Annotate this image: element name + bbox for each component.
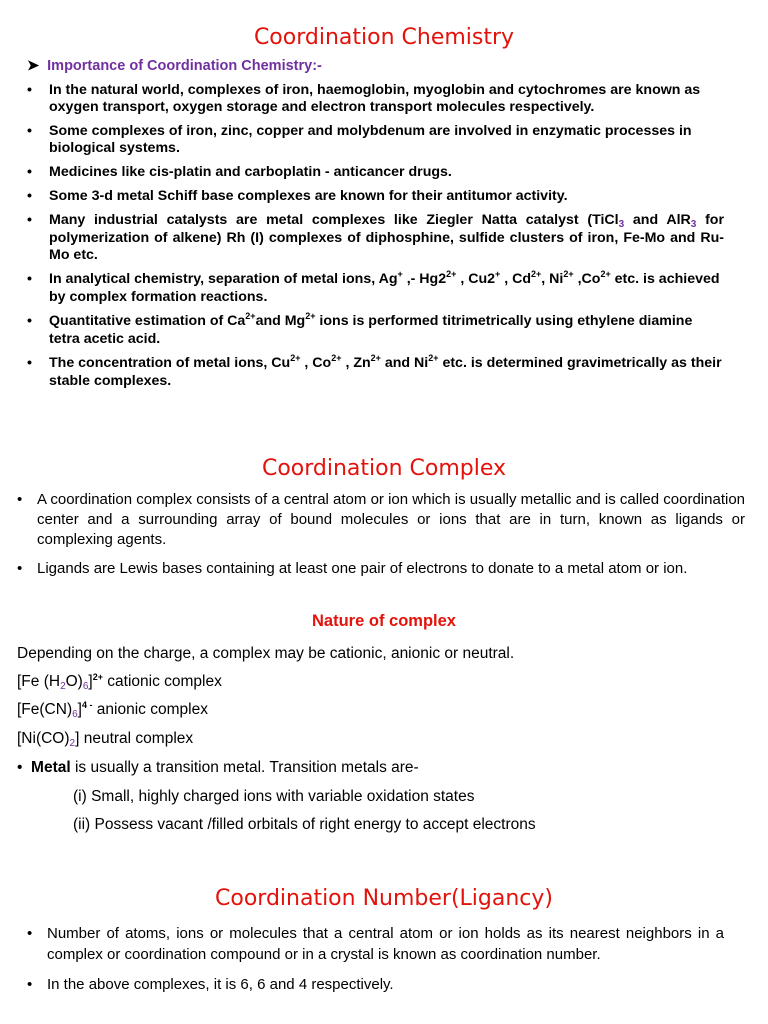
text-part: [Fe(CN)	[17, 701, 73, 718]
text-part: and Ni	[380, 355, 429, 371]
list-item	[27, 355, 724, 390]
superscript: 2+	[245, 311, 256, 321]
subscript: 3	[618, 219, 625, 230]
text-part: etc. is determined gravimetrically as their stable complexes.	[49, 355, 722, 389]
bullet-icon: •	[27, 82, 32, 98]
list-item-text: Some 3-d metal Schiff base complexes are known for their antitumor activity.	[49, 188, 568, 204]
text-part: ]	[77, 701, 82, 718]
superscript: 2+	[331, 353, 342, 363]
subheading-text: Importance of Coordination Chemistry:-	[47, 58, 322, 74]
bullet-icon: •	[27, 123, 32, 139]
bullet-icon: •	[27, 313, 32, 329]
text-part: for polymerization of alkene) Rh (I) complexes of diphosphine, sulfide clusters of iron, Fe-Mo and Ru-Mo etc.	[49, 212, 724, 263]
superscript: 4 -	[81, 700, 93, 710]
subscript: 2	[69, 738, 76, 749]
list-item	[27, 313, 724, 348]
superscript: +	[495, 269, 501, 279]
list-item	[27, 923, 724, 965]
text-part: cationic complex	[102, 673, 222, 690]
heading-coordination-number: Coordination Number(Ligancy)	[215, 886, 553, 911]
list-item-text: Some complexes of iron, zinc, copper and molybdenum are involved in enzymatic processes in biological systems.	[49, 123, 692, 156]
superscript: 2+	[290, 353, 301, 363]
example-cationic	[17, 673, 222, 691]
text-part: etc. is achieved by complex formation reactions.	[49, 271, 720, 305]
text-part: O)	[65, 673, 83, 690]
complex-intro: Depending on the charge, a complex may be cationic, anionic or neutral.	[17, 645, 515, 662]
text-part: ,- Hg2	[402, 271, 447, 287]
superscript: 2+	[428, 353, 439, 363]
text-part: and Mg	[255, 313, 306, 329]
list-item	[17, 559, 745, 579]
text-part: The concentration of metal ions, Cu	[49, 355, 291, 371]
text-part: [Ni(CO)	[17, 730, 70, 747]
heading-coordination-chemistry: Coordination Chemistry	[253, 25, 515, 50]
text-part: ]	[75, 730, 80, 747]
text-part: and AlR	[624, 212, 691, 228]
superscript: 2+	[563, 269, 574, 279]
list-item-text: Medicines like cis-platin and carboplatin - anticancer drugs.	[49, 164, 452, 180]
bullet-icon: •	[17, 491, 23, 508]
text-part: , Zn	[341, 355, 371, 371]
subscript: 6	[72, 709, 78, 720]
text-part: Many industrial catalysts are metal complexes like Ziegler Natta catalyst (TiCl	[49, 212, 619, 228]
text-part: Quantitative estimation of Ca	[49, 313, 246, 329]
superscript: 2+	[600, 269, 611, 279]
superscript: 2+	[305, 311, 316, 321]
superscript: 2+	[370, 353, 381, 363]
arrowhead-bullet-icon: ➤	[27, 58, 40, 74]
superscript: 2+	[92, 672, 103, 682]
heading-nature-of-complex: Nature of complex	[312, 612, 456, 630]
list-item-text: Number of atoms, ions or molecules that a central atom or ion holds as its nearest neighbors in a complex or coordination compound or in a crystal is known as coordination number.	[47, 925, 724, 963]
text-part: is usually a transition metal. Transition metals are-	[70, 759, 419, 776]
text-part: , Cu2	[456, 271, 496, 287]
heading-coordination-complex: Coordination Complex	[261, 456, 507, 481]
list-item	[27, 974, 724, 995]
example-neutral	[17, 730, 193, 748]
text-part: ions is performed titrimetrically using ethylene diamine tetra acetic acid.	[49, 313, 693, 347]
text-part: [Fe (H	[17, 673, 61, 690]
list-item	[17, 490, 745, 550]
complex-list	[17, 490, 745, 588]
text-part: In analytical chemistry, separation of metal ions, Ag	[49, 271, 398, 287]
list-item	[27, 188, 724, 205]
list-item	[27, 271, 724, 306]
importance-list	[27, 82, 724, 397]
bullet-icon: •	[27, 212, 32, 228]
subheading-importance	[27, 58, 322, 74]
example-anionic	[17, 701, 208, 719]
text-part: , Co	[300, 355, 332, 371]
text-part: anionic complex	[92, 701, 208, 718]
text-part: ,Co	[573, 271, 601, 287]
list-item-text: In the natural world, complexes of iron, haemoglobin, myoglobin and cytochromes are known as oxygen transport, oxygen storage and electron transport molecules respectively.	[49, 82, 701, 115]
bullet-icon: •	[17, 560, 23, 577]
list-item-text: A coordination complex consists of a central atom or ion which is usually metallic and is called coordination center and a surrounding array of bound molecules or ions that are in turn, known as ligands or complexing agents.	[37, 491, 745, 548]
subscript: 3	[690, 219, 697, 230]
subscript: 2	[60, 681, 66, 692]
bullet-icon: •	[27, 976, 33, 993]
list-item	[27, 123, 724, 157]
metal-term: Metal	[31, 759, 71, 776]
metal-point-2: (ii) Possess vacant /filled orbitals of right energy to accept electrons	[73, 816, 536, 833]
bullet-icon: •	[27, 188, 32, 204]
coordination-number-list	[27, 923, 724, 1004]
bullet-icon: •	[27, 164, 32, 180]
bullet-icon: •	[27, 355, 32, 371]
bullet-icon: •	[27, 925, 33, 942]
text-part: , Ni	[541, 271, 564, 287]
superscript: +	[397, 269, 403, 279]
list-item	[27, 164, 724, 181]
bullet-icon: •	[17, 759, 32, 776]
text-part: neutral complex	[79, 730, 194, 747]
subscript: 6	[82, 681, 89, 692]
superscript: 2+	[531, 269, 542, 279]
list-item	[27, 82, 724, 116]
bullet-icon: •	[27, 271, 32, 287]
superscript: 2+	[446, 269, 457, 279]
text-part: ]	[88, 673, 93, 690]
metal-point-1: (i) Small, highly charged ions with variable oxidation states	[73, 788, 475, 805]
text-part: , Cd	[500, 271, 532, 287]
list-item-text: Ligands are Lewis bases containing at least one pair of electrons to donate to a metal atom or ion.	[37, 560, 688, 577]
list-item	[27, 212, 724, 264]
metal-line	[17, 759, 419, 777]
list-item-text: In the above complexes, it is 6, 6 and 4 respectively.	[47, 976, 394, 993]
